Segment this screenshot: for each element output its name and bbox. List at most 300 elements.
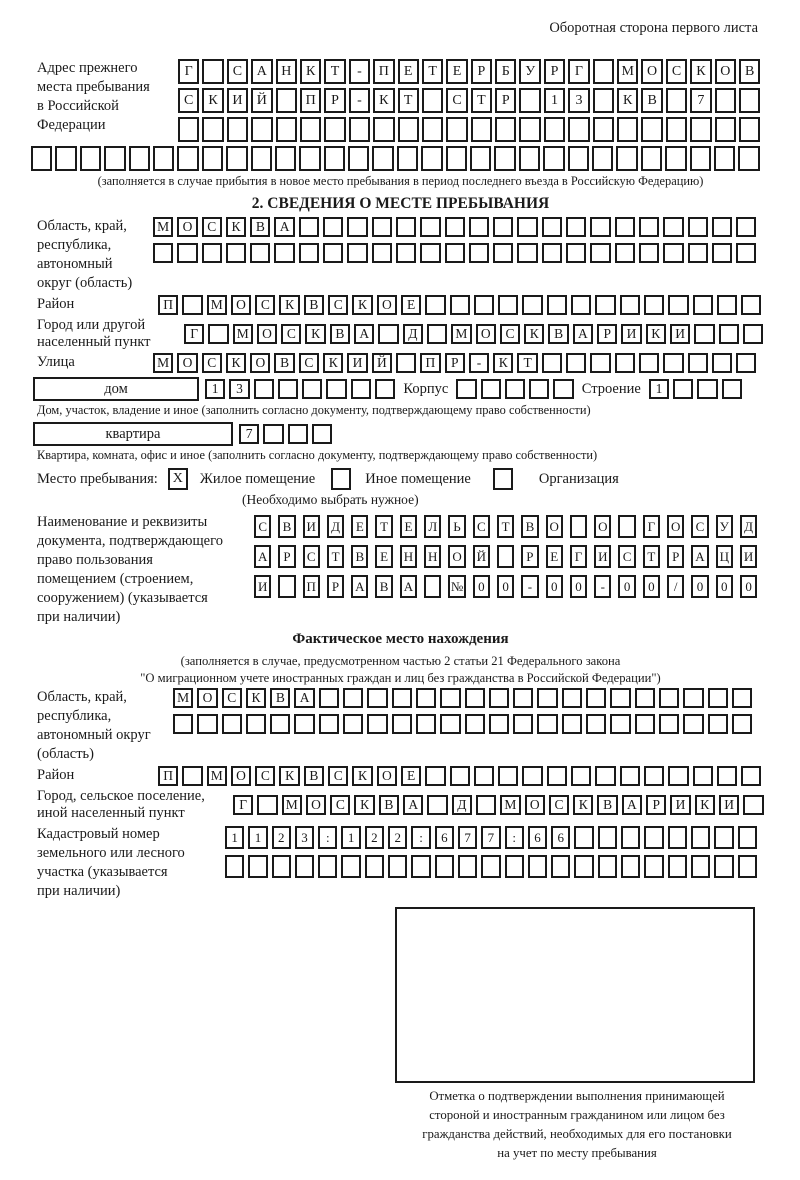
char-cell[interactable] [375,379,395,399]
char-cell[interactable]: Р [324,88,345,113]
char-cell[interactable]: В [641,88,662,113]
char-cell[interactable] [522,766,542,786]
char-cell[interactable] [420,243,440,263]
char-cell[interactable]: О [715,59,736,84]
char-cell[interactable] [659,714,679,734]
char-cell[interactable]: О [667,515,684,538]
char-cell[interactable] [570,515,587,538]
char-cell[interactable] [474,766,494,786]
char-cell[interactable]: Р [278,545,295,568]
char-cell[interactable] [427,324,447,344]
char-cell[interactable]: М [153,217,173,237]
char-cell[interactable]: № [448,575,465,598]
char-cell[interactable] [367,688,387,708]
char-cell[interactable] [741,295,761,315]
checkbox-organization[interactable] [493,468,513,490]
char-cell[interactable]: В [351,545,368,568]
char-cell[interactable]: Г [568,59,589,84]
char-cell[interactable] [566,353,586,373]
char-cell[interactable]: 6 [528,826,547,849]
char-cell[interactable] [276,117,297,142]
char-cell[interactable] [392,688,412,708]
char-cell[interactable]: Р [521,545,538,568]
char-cell[interactable]: В [274,353,294,373]
char-cell[interactable]: С [691,515,708,538]
char-cell[interactable]: Г [643,515,660,538]
char-cell[interactable]: П [158,766,178,786]
char-cell[interactable] [469,243,489,263]
char-cell[interactable] [494,146,515,171]
char-cell[interactable]: - [349,59,370,84]
char-cell[interactable]: И [254,575,271,598]
char-cell[interactable] [562,688,582,708]
char-cell[interactable] [639,353,659,373]
char-cell[interactable] [537,714,557,734]
char-cell[interactable]: 3 [568,88,589,113]
char-cell[interactable] [547,295,567,315]
char-cell[interactable] [708,688,728,708]
char-cell[interactable] [31,146,52,171]
char-cell[interactable]: Т [324,59,345,84]
char-cell[interactable]: 0 [716,575,733,598]
char-cell[interactable] [326,379,346,399]
char-cell[interactable]: И [670,795,690,815]
char-cell[interactable] [254,379,274,399]
char-cell[interactable] [251,146,272,171]
char-cell[interactable]: Е [375,545,392,568]
char-cell[interactable]: 7 [239,424,259,444]
char-cell[interactable]: С [254,515,271,538]
char-cell[interactable] [739,88,760,113]
char-cell[interactable] [324,117,345,142]
char-cell[interactable] [568,146,589,171]
char-cell[interactable] [743,795,763,815]
char-cell[interactable] [208,324,228,344]
char-cell[interactable] [517,243,537,263]
char-cell[interactable] [542,217,562,237]
char-cell[interactable] [574,826,593,849]
char-cell[interactable]: В [375,575,392,598]
char-cell[interactable]: 1 [544,88,565,113]
char-cell[interactable] [694,324,714,344]
char-cell[interactable]: Р [597,324,617,344]
char-cell[interactable]: - [469,353,489,373]
char-cell[interactable]: С [303,545,320,568]
char-cell[interactable]: А [400,575,417,598]
char-cell[interactable]: К [524,324,544,344]
char-cell[interactable]: С [255,295,275,315]
char-cell[interactable] [222,714,242,734]
char-cell[interactable]: П [158,295,178,315]
char-cell[interactable]: С [178,88,199,113]
char-cell[interactable]: А [294,688,314,708]
char-cell[interactable]: О [594,515,611,538]
char-cell[interactable]: П [303,575,320,598]
char-cell[interactable]: С [549,795,569,815]
char-cell[interactable]: У [716,515,733,538]
char-cell[interactable] [736,243,756,263]
char-cell[interactable]: К [646,324,666,344]
char-cell[interactable] [177,243,197,263]
char-cell[interactable] [226,243,246,263]
char-cell[interactable]: И [740,545,757,568]
char-cell[interactable] [319,714,339,734]
char-cell[interactable]: А [573,324,593,344]
char-cell[interactable]: К [354,795,374,815]
char-cell[interactable]: У [519,59,540,84]
char-cell[interactable]: М [282,795,302,815]
char-cell[interactable]: О [377,766,397,786]
char-cell[interactable] [396,353,416,373]
char-cell[interactable] [372,243,392,263]
char-cell[interactable] [739,117,760,142]
char-cell[interactable]: П [373,59,394,84]
char-cell[interactable] [425,766,445,786]
char-cell[interactable] [617,117,638,142]
char-cell[interactable] [690,117,711,142]
char-cell[interactable]: А [622,795,642,815]
char-cell[interactable]: Т [471,88,492,113]
char-cell[interactable] [574,855,593,878]
char-cell[interactable]: С [330,795,350,815]
char-cell[interactable]: Н [276,59,297,84]
char-cell[interactable]: К [573,795,593,815]
char-cell[interactable]: В [270,688,290,708]
char-cell[interactable] [474,295,494,315]
char-cell[interactable] [738,855,757,878]
char-cell[interactable] [153,146,174,171]
char-cell[interactable] [202,117,223,142]
char-cell[interactable] [598,826,617,849]
char-cell[interactable] [621,855,640,878]
char-cell[interactable] [544,117,565,142]
char-cell[interactable] [513,714,533,734]
char-cell[interactable] [595,295,615,315]
char-cell[interactable] [274,243,294,263]
char-cell[interactable]: С [227,59,248,84]
char-cell[interactable]: Д [403,324,423,344]
char-cell[interactable] [498,766,518,786]
char-cell[interactable]: : [505,826,524,849]
char-cell[interactable] [497,545,514,568]
char-cell[interactable] [372,146,393,171]
char-cell[interactable] [300,117,321,142]
char-cell[interactable]: 0 [740,575,757,598]
char-cell[interactable] [288,424,308,444]
char-cell[interactable] [378,324,398,344]
char-cell[interactable] [663,243,683,263]
char-cell[interactable] [202,146,223,171]
char-cell[interactable]: Д [740,515,757,538]
char-cell[interactable] [343,714,363,734]
char-cell[interactable] [615,353,635,373]
char-cell[interactable] [318,855,337,878]
char-cell[interactable]: В [278,515,295,538]
char-cell[interactable] [593,59,614,84]
char-cell[interactable] [182,766,202,786]
char-cell[interactable] [416,714,436,734]
char-cell[interactable] [715,88,736,113]
char-cell[interactable] [319,688,339,708]
char-cell[interactable] [392,714,412,734]
char-cell[interactable]: О [197,688,217,708]
char-cell[interactable] [421,146,442,171]
char-cell[interactable]: К [279,766,299,786]
char-cell[interactable] [542,353,562,373]
char-cell[interactable]: 1 [225,826,244,849]
char-cell[interactable]: 0 [618,575,635,598]
char-cell[interactable] [688,353,708,373]
char-cell[interactable] [104,146,125,171]
char-cell[interactable] [440,714,460,734]
char-cell[interactable] [411,855,430,878]
char-cell[interactable] [225,855,244,878]
char-cell[interactable] [324,146,345,171]
char-cell[interactable]: Ь [448,515,465,538]
char-cell[interactable]: С [328,766,348,786]
char-cell[interactable]: О [231,766,251,786]
char-cell[interactable]: В [521,515,538,538]
char-cell[interactable]: Л [424,515,441,538]
char-cell[interactable] [178,117,199,142]
char-cell[interactable] [272,855,291,878]
char-cell[interactable] [351,379,371,399]
char-cell[interactable]: К [300,59,321,84]
char-cell[interactable]: 1 [248,826,267,849]
char-cell[interactable] [635,714,655,734]
char-cell[interactable] [481,379,501,399]
char-cell[interactable] [714,855,733,878]
char-cell[interactable]: И [719,795,739,815]
char-cell[interactable] [348,146,369,171]
char-cell[interactable] [665,146,686,171]
char-cell[interactable]: О [231,295,251,315]
char-cell[interactable] [668,766,688,786]
char-cell[interactable] [641,146,662,171]
char-cell[interactable]: Т [643,545,660,568]
char-cell[interactable]: 2 [388,826,407,849]
char-cell[interactable]: О [377,295,397,315]
char-cell[interactable] [469,217,489,237]
char-cell[interactable]: Р [471,59,492,84]
char-cell[interactable]: О [546,515,563,538]
char-cell[interactable] [398,117,419,142]
char-cell[interactable] [446,146,467,171]
char-cell[interactable]: К [373,88,394,113]
char-cell[interactable] [590,217,610,237]
char-cell[interactable]: Е [446,59,467,84]
char-cell[interactable] [641,117,662,142]
char-cell[interactable]: К [202,88,223,113]
char-cell[interactable] [691,826,710,849]
char-cell[interactable] [251,117,272,142]
char-cell[interactable] [427,795,447,815]
char-cell[interactable]: А [351,575,368,598]
char-cell[interactable] [741,766,761,786]
char-cell[interactable]: И [227,88,248,113]
char-cell[interactable]: С [618,545,635,568]
char-cell[interactable] [422,88,443,113]
char-cell[interactable] [732,714,752,734]
char-cell[interactable] [493,217,513,237]
char-cell[interactable] [714,826,733,849]
char-cell[interactable] [498,295,518,315]
char-cell[interactable] [202,59,223,84]
char-cell[interactable]: П [420,353,440,373]
char-cell[interactable] [738,146,759,171]
char-cell[interactable] [590,353,610,373]
char-cell[interactable] [489,714,509,734]
char-cell[interactable] [493,243,513,263]
char-cell[interactable]: Б [495,59,516,84]
char-cell[interactable] [690,146,711,171]
char-cell[interactable] [738,826,757,849]
checkbox-other-premises[interactable] [331,468,351,490]
char-cell[interactable] [470,146,491,171]
char-cell[interactable] [367,714,387,734]
char-cell[interactable] [489,688,509,708]
char-cell[interactable]: К [323,353,343,373]
char-cell[interactable] [697,379,717,399]
char-cell[interactable]: А [254,545,271,568]
char-cell[interactable] [312,424,332,444]
char-cell[interactable] [416,688,436,708]
char-cell[interactable]: С [299,353,319,373]
char-cell[interactable]: К [246,688,266,708]
char-cell[interactable] [519,117,540,142]
char-cell[interactable] [445,243,465,263]
char-cell[interactable] [732,688,752,708]
char-cell[interactable] [543,146,564,171]
char-cell[interactable]: О [641,59,662,84]
char-cell[interactable] [202,243,222,263]
char-cell[interactable] [668,826,687,849]
char-cell[interactable]: Н [424,545,441,568]
char-cell[interactable]: Н [400,545,417,568]
char-cell[interactable] [299,146,320,171]
char-cell[interactable]: В [379,795,399,815]
char-cell[interactable] [635,688,655,708]
char-cell[interactable]: 0 [643,575,660,598]
char-cell[interactable]: М [207,295,227,315]
char-cell[interactable]: Е [401,766,421,786]
char-cell[interactable] [347,217,367,237]
char-cell[interactable] [668,295,688,315]
char-cell[interactable]: - [594,575,611,598]
char-cell[interactable]: Р [495,88,516,113]
char-cell[interactable]: С [222,688,242,708]
char-cell[interactable]: 2 [272,826,291,849]
char-cell[interactable]: / [667,575,684,598]
char-cell[interactable]: Е [401,295,421,315]
char-cell[interactable]: К [279,295,299,315]
char-cell[interactable] [129,146,150,171]
char-cell[interactable]: Е [400,515,417,538]
checkbox-residential[interactable]: X [168,468,188,490]
char-cell[interactable] [571,295,591,315]
char-cell[interactable] [519,146,540,171]
char-cell[interactable] [227,117,248,142]
char-cell[interactable]: 6 [435,826,454,849]
char-cell[interactable]: К [226,217,246,237]
char-cell[interactable]: Р [544,59,565,84]
char-cell[interactable] [592,146,613,171]
char-cell[interactable]: М [207,766,227,786]
char-cell[interactable]: К [695,795,715,815]
char-cell[interactable]: Г [233,795,253,815]
char-cell[interactable]: К [352,295,372,315]
char-cell[interactable] [620,295,640,315]
char-cell[interactable] [610,714,630,734]
char-cell[interactable]: Г [184,324,204,344]
char-cell[interactable] [505,379,525,399]
char-cell[interactable] [693,766,713,786]
char-cell[interactable]: О [177,353,197,373]
char-cell[interactable] [736,353,756,373]
char-cell[interactable] [722,379,742,399]
char-cell[interactable] [683,688,703,708]
char-cell[interactable] [299,217,319,237]
char-cell[interactable] [372,217,392,237]
char-cell[interactable] [620,766,640,786]
char-cell[interactable]: С [473,515,490,538]
char-cell[interactable] [529,379,549,399]
char-cell[interactable] [396,243,416,263]
char-cell[interactable] [445,217,465,237]
char-cell[interactable] [595,766,615,786]
char-cell[interactable] [323,217,343,237]
char-cell[interactable]: Т [327,545,344,568]
char-cell[interactable] [388,855,407,878]
char-cell[interactable] [397,146,418,171]
char-cell[interactable] [644,766,664,786]
char-cell[interactable] [270,714,290,734]
char-cell[interactable] [522,295,542,315]
char-cell[interactable]: : [318,826,337,849]
char-cell[interactable]: М [233,324,253,344]
char-cell[interactable] [246,714,266,734]
char-cell[interactable] [593,88,614,113]
char-cell[interactable]: 1 [205,379,225,399]
char-cell[interactable] [153,243,173,263]
char-cell[interactable] [615,217,635,237]
char-cell[interactable]: О [177,217,197,237]
char-cell[interactable] [715,117,736,142]
char-cell[interactable]: О [250,353,270,373]
char-cell[interactable] [639,217,659,237]
char-cell[interactable]: А [691,545,708,568]
char-cell[interactable]: К [305,324,325,344]
char-cell[interactable] [693,295,713,315]
char-cell[interactable] [465,688,485,708]
char-cell[interactable] [644,826,663,849]
char-cell[interactable] [663,217,683,237]
char-cell[interactable] [294,714,314,734]
char-cell[interactable]: 3 [295,826,314,849]
char-cell[interactable] [714,146,735,171]
char-cell[interactable]: Е [398,59,419,84]
char-cell[interactable]: - [349,88,370,113]
char-cell[interactable] [495,117,516,142]
char-cell[interactable]: С [202,217,222,237]
char-cell[interactable] [717,295,737,315]
char-cell[interactable] [295,855,314,878]
char-cell[interactable] [513,688,533,708]
char-cell[interactable]: Й [473,545,490,568]
char-cell[interactable]: Й [372,353,392,373]
char-cell[interactable] [551,855,570,878]
char-cell[interactable] [571,766,591,786]
